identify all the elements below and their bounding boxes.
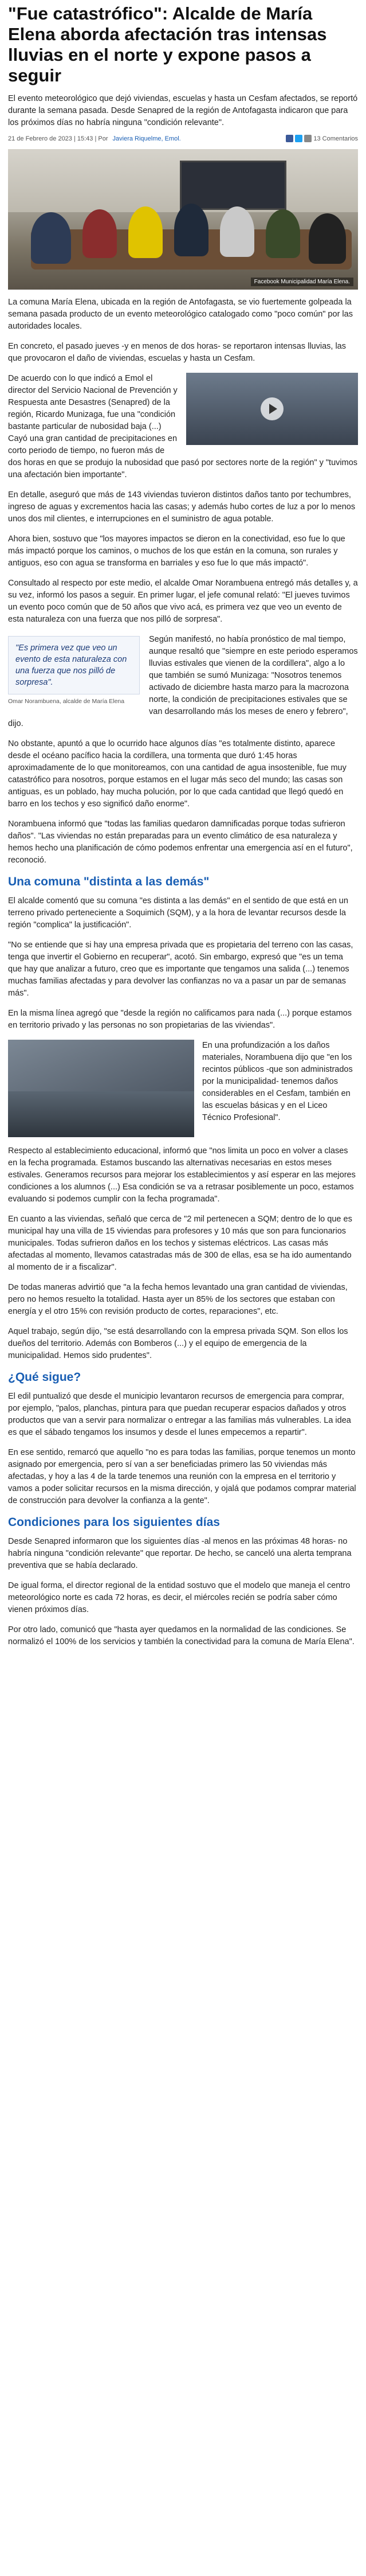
inline-photo-people <box>8 1091 194 1137</box>
facebook-icon[interactable] <box>286 135 293 142</box>
hero-person <box>128 206 163 258</box>
video-embed[interactable] <box>186 373 358 445</box>
paragraph-15: En cuanto a las viviendas, señaló que cerca de "2 mil pertenecen a SQM; dentro de lo que es municipal hay una villa de 15 viviendas para profesores y 10 más que son para funcionarios municipales. Todas sufrieron daños en los techos y sistemas eléctricos. Las casas más afectadas al momento, llevamos catastradas más de 300 de ellas, esa se ha ido aumentando al momento de ir a fiscalizar". <box>8 1215 352 1272</box>
paragraph-18: El edil puntualizó que desde el municipio levantaron recursos de emergencia para comprar, por ejemplo, "palos, planchas, pintura para que puedan recuperar espacios dañados y otros productos que van a servir para normalizar o entregar a las familias más vulnerables. La idea es que el sábado tengamos los insumos y desde el lunes empecemos a repartir". <box>8 1392 351 1437</box>
play-icon[interactable] <box>261 397 284 420</box>
paragraph-22: Por otro lado, comunicó que "hasta ayer quedamos en la normalidad de las condiciones. Se normalizó el 100% de los servicios y también la conectividad para la comuna de María Elena". <box>8 1625 355 1646</box>
hero-person <box>82 209 117 258</box>
pull-quote <box>8 636 140 705</box>
section-heading-comuna: Una comuna "distinta a las demás" <box>8 875 210 888</box>
hero-caption: Facebook Municipalidad María Elena. <box>251 278 353 286</box>
paragraph-1: La comuna María Elena, ubicada en la región de Antofagasta, se vio fuertemente golpeada la semana pasada producto de un evento meteorológico catalogado como "poco común" por las autoridades locales. <box>8 298 353 331</box>
hero-person <box>266 209 300 258</box>
paragraph-13: En una profundización a los daños materiales, Norambuena dijo que "en los recintos públicos -que son administrados por la municipalidad- tenemos daños considerables en el Cesfam, también en las escuelas básicas y en el Liceo Técnico Profesional". <box>202 1041 353 1122</box>
hero-image <box>8 149 358 290</box>
paragraph-14: Respecto al establecimiento educacional, informó que "nos limita un poco en volver a clases en la fecha programada. Estamos buscando las alternativas necesarias en estos meses estivales. Generamos recursos para mejorar los establecimientos y así esperar en las mejores condiciones a los alumnos (...) Esa condición se va a retrasar posiblemente un poco, estamos evaluando si podemos cumplir con la fecha programada". <box>8 1146 356 1204</box>
paragraph-10: El alcalde comentó que su comuna "es distinta a las demás" en el sentido de que está en un terreno privado perteneciente a Soquimich (SQM), y a la hora de levantar recursos desde la región "complica" la justificación". <box>8 896 348 930</box>
paragraph-3: De acuerdo con lo que indicó a Emol el director del Servicio Nacional de Prevención y Respuesta ante Desastres (Senapred) de la región, Ricardo Munizaga, fue una "condición bastante particular de nubosidad baja (...) Cayó una gran cantidad de precipitaciones en corto periodo de tiempo, no fueron más de dos horas en que se produjo la nubosidad que pasó por sectores norte de la región" y "tuvimos una afectación bien importante". <box>8 374 358 479</box>
paragraph-20: Desde Senapred informaron que los siguientes días -al menos en las próximas 48 horas- no habría ninguna "condición relevante" que reportar. De hecho, se canceló una alerta temprana preventiva que se había declarado. <box>8 1537 352 1570</box>
comments-widget[interactable] <box>286 135 358 142</box>
section-heading-condiciones: Condiciones para los siguientes días <box>8 1516 220 1529</box>
twitter-icon[interactable] <box>295 135 302 142</box>
paragraph-11: "No se entiende que si hay una empresa privada que es propietaria del terreno con las casas, tenga que invertir el Gobierno en recuperar", acotó. Sin embargo, expresó que "es un tema que hay que analizar a futuro, creo que es importante que tengamos una salida (...) tenemos muchas familias afectadas y para devolver las confianzas no va a pasar un par de semanas más". <box>8 940 353 998</box>
hero-person <box>31 212 71 264</box>
pull-quote-author: Omar Norambuena, alcalde de María Elena <box>8 698 125 705</box>
paragraph-21: De igual forma, el director regional de la entidad sostuvo que el modelo que maneja el centro meteorológico norte es cada 72 horas, es decir, el miércoles recién se podría saber cómo vienen próximos días. <box>8 1581 351 1614</box>
article-lead: El evento meteorológico que dejó viviendas, escuelas y hasta un Cesfam afectados, se reportó durante la semana pasada. Desde Senapred de la región de Antofagasta indicaron que para los próximos días no habría ninguna "condición relevante". <box>8 94 358 127</box>
comment-icon[interactable] <box>304 135 312 142</box>
paragraph-9: Norambuena informó que "todas las familias quedaron damnificadas porque todas sufrieron daños". "Las viviendas no están preparadas para un evento climático de esa naturaleza y hemos hecho una planificación de cómo podemos enfrentar una emergencia así en el futuro", reconoció. <box>8 819 353 865</box>
hero-person <box>174 204 208 256</box>
paragraph-8: No obstante, apuntó a que lo ocurrido hace algunos días "es totalmente distinto, aparece desde el océano pacífico hacia la cordillera, una tormenta que duró 1:45 horas aproximadamente de lo que monitoreamos, con una cantidad de agua insostenible, fue muy catastrófico para nosotros, porque estamos en el lugar más seco del mundo; las casas son antiguas, es un poblado, hay mucha polución, por lo que cada cantidad que llegó quedó en barro en los techos y eso significó daño enorme". <box>8 739 347 809</box>
pull-quote-text: "Es primera vez que veo un evento de esta naturaleza con una fuerza que nos pilló de sorpresa". <box>8 636 140 694</box>
hero-person <box>309 213 346 264</box>
video-thumbnail[interactable] <box>186 373 358 445</box>
author-link[interactable]: Javiera Riquelme, Emol. <box>112 135 181 142</box>
paragraph-4: En detalle, aseguró que más de 143 viviendas tuvieron distintos daños tanto por techumbres, ingreso de aguas y excrementos hacia las casas; y además hubo cortes de luz a por lo menos unos dos mil clientes, e interrupciones en el suministro de agua potable. <box>8 490 356 524</box>
paragraph-17: Aquel trabajo, según dijo, "se está desarrollando con la empresa privada SQM. Son ellos los dueños del territorio. Además con Bomberos (...) y el equipo de emergencia de la municipalidad. Hemos sido prudentes". <box>8 1327 348 1360</box>
hero-person <box>220 206 254 257</box>
paragraph-16: De todas maneras advirtió que "a la fecha hemos levantado una gran cantidad de viviendas, pero no hemos resuelto la totalidad. Hasta ayer un 85% de los sectores que estaban con energía y el otro 15% con revisión producto de cortes, reparaciones", etc. <box>8 1283 348 1316</box>
paragraph-6: Consultado al respecto por este medio, el alcalde Omar Norambuena entregó más detalles y, a su vez, informó los pasos a seguir. En primer lugar, el jefe comunal relató: "El jueves tuvimos un evento poco común que de 50 años que vivo acá, es primera vez que veo un evento de esta naturaleza con una fuerza que nos pilló de sorpresa". <box>8 579 358 624</box>
section-heading-que-sigue: ¿Qué sigue? <box>8 1371 81 1384</box>
paragraph-19: En ese sentido, remarcó que aquello "no es para todas las familias, porque tenemos un monto asignado por emergencia, pero sí van a ser beneficiadas primero las 50 viviendas más afectadas, y hoy a las 4 de la tarde tenemos una reunión con la empresa en el territorio y vamos a poder solicitar recursos en la misma dirección, y ojalá que podamos comprar material de construcción para devolver la confianza a la gente". <box>8 1448 356 1505</box>
paragraph-2: En concreto, el pasado jueves -y en menos de dos horas- se reportaron intensas lluvias, las que provocaron el daño de viviendas, escuelas y hasta un Cesfam. <box>8 342 346 363</box>
inline-photo <box>8 1040 194 1137</box>
paragraph-12: En la misma línea agregó que "desde la región no calificamos para nada (...) porque estamos en territorio privado y las personas no son propietarias de las viviendas". <box>8 1009 352 1030</box>
photo-with-text <box>8 1040 358 1137</box>
hero-screen <box>180 161 286 210</box>
paragraph-5: Ahora bien, sostuvo que "los mayores impactos se dieron en la conectividad, eso fue lo que más impactó porque los caminos, o muchos de los que están en la comuna, son rurales y antiguos, eso con agua se transforma en barriales y eso fue lo que más impactó". <box>8 534 345 568</box>
comments-count: 13 <box>313 135 321 142</box>
article-meta <box>8 135 358 142</box>
paragraph-7: Según manifestó, no había pronóstico de mal tiempo, aunque resaltó que "siempre en este periodo esperamos lluvias estivales que vienen de la cordillera", algo a lo que también se sumó Munizaga: "Nosotros tenemos activado de diciembre hasta marzo para la macrozona norte, la condición de precipitaciones estivales que se van desarrollando más los meses de enero y febrero", dijo. <box>8 635 358 728</box>
comments-label: Comentarios <box>322 135 358 142</box>
article-title: "Fue catastrófico": Alcalde de María Elena aborda afectación tras intensas lluvias en el norte y expone pasos a seguir <box>8 3 327 85</box>
date-line: 21 de Febrero de 2023 | 15:43 | Por <box>8 135 108 142</box>
